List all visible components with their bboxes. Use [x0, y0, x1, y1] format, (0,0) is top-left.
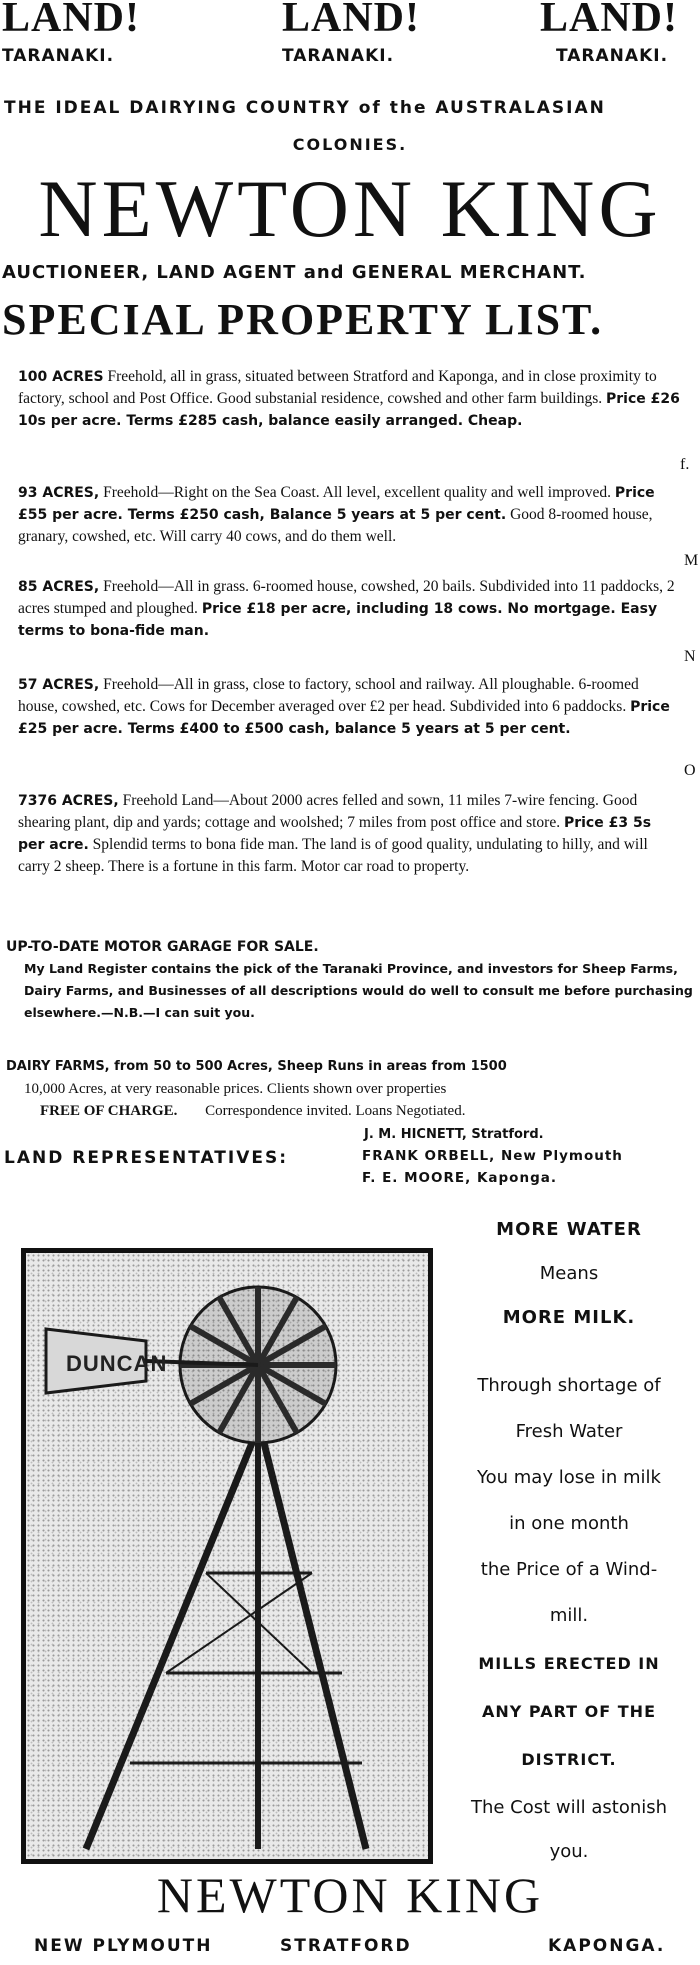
newton-king-footer: NEWTON KING — [156, 1867, 544, 1923]
ad-line: The Cost will astonish — [470, 1797, 668, 1818]
dairy-farms-notice — [6, 1056, 696, 1078]
representative-name: FRANK ORBELL, New Plymouth — [362, 1148, 623, 1164]
ad-line: Fresh Water — [515, 1421, 623, 1442]
correspondence-text: Correspondence invited. Loans Negotiated. — [205, 1103, 466, 1119]
listing-description-cont: Splendid terms to bona fide man. The land is of good quality, undulating to hilly, and will carry 2 sheep. There is a fortune in this farm. Motor car road to property. — [18, 836, 648, 875]
ad-line: Means — [539, 1263, 599, 1284]
ad-line: you. — [549, 1841, 589, 1862]
town-name: STRATFORD — [280, 1936, 412, 1956]
auctioneer-subtitle: AUCTIONEER, LAND AGENT and GENERAL MERCHANT. — [2, 262, 587, 283]
listing-item — [18, 482, 682, 548]
listing-price-terms: Price £55 per acre. Terms £250 cash, Balance 5 years at 5 per cent. — [18, 485, 655, 523]
vane-lettering: DUNCAN — [66, 1351, 168, 1376]
free-of-charge-line — [40, 1100, 700, 1122]
ad-line: Through shortage of — [477, 1375, 661, 1396]
town-name: KAPONGA. — [548, 1936, 666, 1956]
listing-description: Freehold—All in grass, close to factory, school and railway. All ploughable. 6-roomed house, cowshed, etc. Cows for December averaged over £2 per head. Subdivided into 6 paddocks. — [18, 676, 639, 715]
ideal-dairying-line: THE IDEAL DAIRYING COUNTRY of the AUSTRALASIAN — [4, 98, 606, 118]
listing-acres: 57 ACRES, — [18, 677, 100, 693]
ad-line: DISTRICT. — [521, 1750, 617, 1769]
listing-description: Freehold, all in grass, situated between Stratford and Kaponga, and in close proximity to factory, school and Post Office. Good substanial residence, cowshed and other farm buildings. — [18, 368, 657, 407]
ad-line: in one month — [509, 1513, 629, 1534]
listing-price-terms: Price £26 10s per acre. Terms £285 cash, balance easily arranged. Cheap. — [18, 391, 680, 429]
taranaki-word: TARANAKI. — [556, 46, 669, 66]
listing-acres: 93 ACRES, — [18, 485, 100, 501]
ad-line: MORE MILK. — [502, 1307, 636, 1328]
listing-acres: 7376 ACRES, — [18, 793, 119, 809]
taranaki-word: TARANAKI. — [2, 46, 115, 66]
listing-price-terms: Price £3 5s per acre. — [18, 815, 652, 853]
ad-line: mill. — [549, 1605, 589, 1626]
listing-acres: 100 ACRES — [18, 369, 104, 385]
land-word: LAND! — [282, 0, 420, 41]
listing-description: Freehold—Right on the Sea Coast. All level, excellent quality and well improved. — [99, 484, 612, 501]
dairy-farms-head: DAIRY FARMS, from 50 to 500 Acres, Sheep Runs in areas from 1500 — [6, 1059, 507, 1074]
windmill-drawing — [26, 1253, 428, 1859]
windmill-illustration — [21, 1248, 433, 1864]
listing-price-terms: Price £18 per acre, including 18 cows. No mortgage. Easy terms to bona-fide man. — [18, 601, 658, 639]
land-header-row — [0, 0, 700, 40]
margin-mark: O — [684, 762, 696, 779]
newton-king-title: NEWTON KING — [38, 163, 662, 254]
hicnett-signature: J. M. HICNETT, Stratford. — [364, 1127, 544, 1142]
special-property-list-title: SPECIAL PROPERTY LIST. — [2, 295, 604, 344]
colonies-line: COLONIES. — [292, 135, 408, 154]
motor-garage-notice: UP-TO-DATE MOTOR GARAGE FOR SALE. — [6, 939, 319, 955]
ad-line: You may lose in milk — [477, 1467, 661, 1488]
listing-item — [18, 366, 682, 432]
ad-line: ANY PART OF THE — [482, 1702, 656, 1721]
listing-description: Freehold Land—About 2000 acres felled and sown, 11 miles 7-wire fencing. Good shearing plant, dip and yards; cottage and woolshed; 7 miles from post office and store. — [18, 792, 638, 831]
listing-description-cont: Good 8-roomed house, granary, cowshed, etc. Will carry 40 cows, and do them well. — [18, 506, 653, 545]
listing-item — [18, 674, 682, 740]
ad-line: MORE WATER — [496, 1219, 642, 1240]
listing-description: Freehold—All in grass. 6-roomed house, cowshed, 20 bails. Subdivided into 11 paddocks, 2 acres stumped and ploughed. — [18, 578, 675, 617]
margin-mark: f. — [680, 456, 690, 473]
listing-acres: 85 ACRES, — [18, 579, 100, 595]
land-register-notice: My Land Register contains the pick of the Taranaki Province, and investors for Sheep Farms, Dairy Farms, and Businesses of all descriptions would do well to consult me before purchasing elsewhere.—N.B.—I can suit you. — [24, 961, 693, 1020]
listing-price-terms: Price £25 per acre. Terms £400 to £500 cash, balance 5 years at 5 per cent. — [18, 699, 670, 737]
land-word: LAND! — [2, 0, 140, 41]
listing-item — [18, 790, 682, 878]
taranaki-word: TARANAKI. — [282, 46, 395, 66]
land-representatives-label: LAND REPRESENTATIVES: — [4, 1148, 289, 1168]
free-of-charge: FREE OF CHARGE. — [40, 1103, 178, 1119]
margin-mark: M — [684, 552, 699, 569]
town-name: NEW PLYMOUTH — [34, 1936, 213, 1956]
ad-line: the Price of a Wind- — [480, 1559, 658, 1580]
dairy-farms-body: 10,000 Acres, at very reasonable prices. Clients shown over properties — [24, 1081, 447, 1097]
land-word: LAND! — [540, 0, 678, 41]
ad-line: MILLS ERECTED IN — [478, 1654, 660, 1673]
representative-name: F. E. MOORE, Kaponga. — [362, 1170, 557, 1186]
listing-item — [18, 576, 682, 642]
margin-mark: N — [684, 648, 696, 665]
